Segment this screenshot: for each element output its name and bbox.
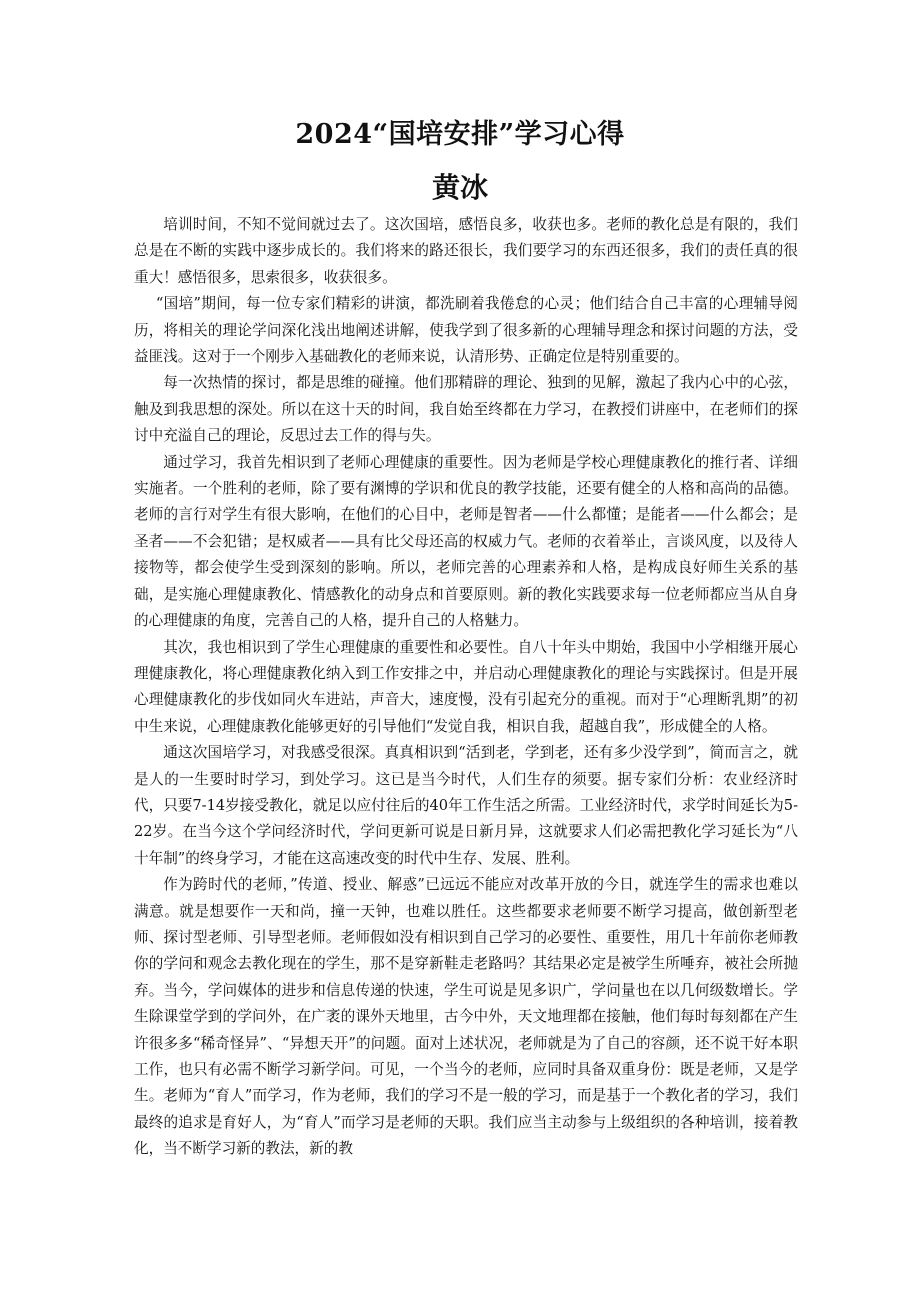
- paragraph-teacher-as-learner: 作为跨时代的老师，”传道、授业、解惑”已远远不能应对改革开放的今日，就连学生的需求也难以满意。就是想要作一天和尚，撞一天钟，也难以胜任。这些都要求老师要不断学习提高，做创新型老师、探讨型老师、引导型老师。老师假如没有相识到自己学习的必要性、重要性，用几十年前你老师教你的学问和观念去教化现在的学生，那不是穿新鞋走老路吗？其结果必定是被学生所唾弃，被社会所抛弃。当今，学问媒体的进步和信息传递的快速，学生可说是见多识广，学问量也在以几何级数增长。学生除课堂学到的学问外，在广袤的课外天地里，古今中外，天文地理都在接触，他们每时每刻都在产生许很多多“稀奇怪异”、“异想天开”的问题。面对上述状况，老师就是为了自己的容颜，还不说干好本职工作，也只有必需不断学习新学问。可见，一个当今的老师，应同时具备双重身份：既是老师，又是学生。老师为“育人”而学习，作为老师，我们的学习不是一般的学习，而是基于一个教化者的学习，我们最终的追求是育好人，为“育人”而学习是老师的天职。我们应当主动参与上级组织的各种培训，接着教化，当不断学习新的教法，新的教: [134, 876, 798, 1158]
- paragraph-experts: “国培”期间，每一位专家们精彩的讲演，都洗刷着我倦怠的心灵；他们结合自己丰富的心理辅导阅历，将相关的理论学问深化浅出地阐述讲解，使我学到了很多新的心理辅导理念和探讨问题的方法，受益匪浅。这对于一个刚步入基础教化的老师来说，认清形势、正确定位是特别重要的。: [134, 295, 798, 366]
- paragraph-intro: 培训时间，不知不觉间就过去了。这次国培，感悟良多，收获也多。老师的教化总是有限的，我们总是在不断的实践中逐步成长的。我们将来的路还很长，我们要学习的东西还很多，我们的责任真的很重大！感悟很多，思索很多，收获很多。: [134, 216, 798, 286]
- paragraph-teacher-mental-health: 通过学习，我首先相识到了老师心理健康的重要性。因为老师是学校心理健康教化的推行者、详细实施者。一个胜利的老师，除了要有渊博的学识和优良的教学技能，还要有健全的人格和高尚的品德。老师的言行对学生有很大影响，在他们的心目中，老师是智者——什么都懂；是能者——什么都会；是圣者——不会犯错；是权威者——具有比父母还高的权威力气。老师的衣着举止，言谈风度，以及待人接物等，都会使学生受到深刻的影响。所以，老师完善的心理素养和人格，是构成良好师生关系的基础，是实施心理健康教化、情感教化的动身点和首要原则。新的教化实践要求每一位老师都应当从自身的心理健康的角度，完善自己的人格，提升自己的人格魅力。: [134, 453, 798, 630]
- paragraph-student-mental-health: 其次，我也相识到了学生心理健康的重要性和必要性。自八十年头中期始，我国中小学相继开展心理健康教化，将心理健康教化纳入到工作安排之中，并启动心理健康教化的理论与实践探讨。但是开展心理健康教化的步伐如同火车进站，声音大，速度慢，没有引起充分的重视。而对于“心理断乳期”的初中生来说，心理健康教化能够更好的引导他们“发觉自我，相识自我，超越自我”，形成健全的人格。: [134, 638, 798, 735]
- paragraph-discussion: 每一次热情的探讨，都是思维的碰撞。他们那精辟的理论、独到的见解，激起了我内心中的心弦，触及到我思想的深处。所以在这十天的时间，我自始至终都在力学习，在教授们讲座中，在老师们的探讨中充溢自己的理论，反思过去工作的得与失。: [134, 374, 798, 445]
- document-title: 2024“国培安排”学习心得: [295, 119, 625, 150]
- paragraph-lifelong-learning: 通这次国培学习，对我感受很深。真真相识到“活到老，学到老，还有多少没学到”，简而言之，就是人的一生要时时学习，到处学习。这已是当今时代，人们生存的须要。据专家们分析：农业经济时代，只要7-14岁接受教化，就足以应付往后的40年工作生活之所需。工业经济时代，求学时间延长为5-22岁。在当今这个学问经济时代，学问更新可说是日新月异，这就要求人们必需把教化学习延长为“八十年制”的终身学习，才能在这高速改变的时代中生存、发展、胜利。: [134, 744, 798, 867]
- document-body: [134, 212, 798, 1163]
- document-author: 黄冰: [431, 171, 488, 204]
